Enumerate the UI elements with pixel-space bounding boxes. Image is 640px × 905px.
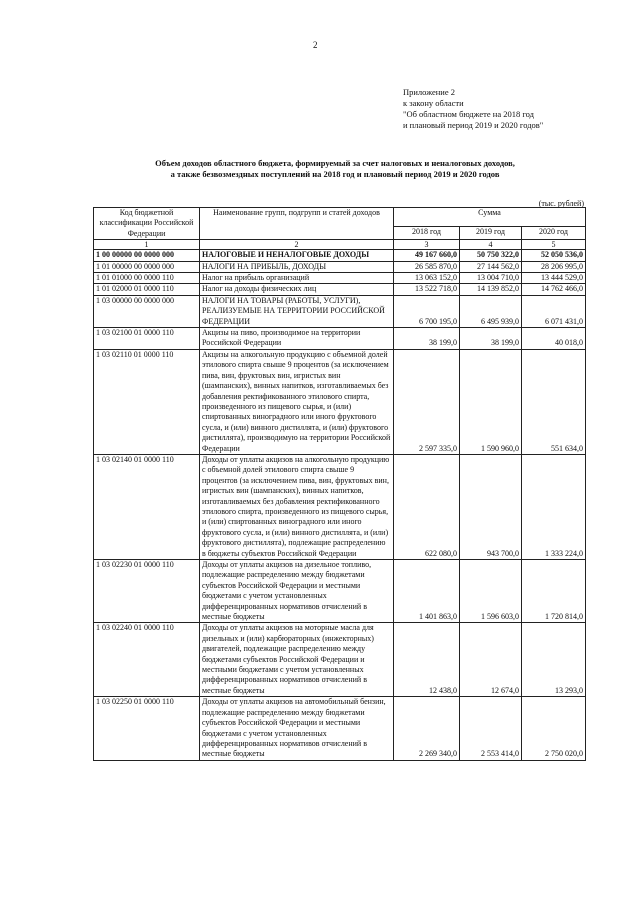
- header-2018: 2018 год: [394, 227, 460, 240]
- appendix-line: Приложение 2: [403, 87, 455, 97]
- value-2018-cell: 13 063 152,0: [394, 273, 460, 284]
- table-row: [94, 697, 586, 760]
- header-name: Наименование групп, подгрупп и статей доходов: [200, 208, 394, 240]
- value-2018-cell: 13 522 718,0: [394, 284, 460, 295]
- value-2018-cell: 2 269 340,0: [394, 697, 460, 760]
- column-number: 1: [94, 240, 200, 250]
- column-number: 2: [200, 240, 394, 250]
- value-2019-cell: 14 139 852,0: [460, 284, 522, 295]
- code-cell: 1 01 00000 00 0000 000: [94, 261, 200, 272]
- value-2020-cell: 14 762 466,0: [522, 284, 586, 295]
- code-cell: 1 01 02000 01 0000 110: [94, 284, 200, 295]
- value-2019-cell: 12 674,0: [460, 623, 522, 697]
- units-label: (тыс. рублей): [538, 199, 584, 208]
- appendix-block: [403, 87, 543, 131]
- code-cell: 1 03 02240 01 0000 110: [94, 623, 200, 697]
- value-2019-cell: 50 750 322,0: [460, 250, 522, 261]
- value-2019-cell: 27 144 562,0: [460, 261, 522, 272]
- value-2018-cell: 1 401 863,0: [394, 560, 460, 623]
- appendix-line: "Об областном бюджете на 2018 год: [403, 109, 534, 119]
- document-title: [100, 158, 570, 180]
- code-cell: 1 00 00000 00 0000 000: [94, 250, 200, 261]
- table-row: [94, 454, 586, 559]
- value-2018-cell: 38 199,0: [394, 328, 460, 350]
- code-cell: 1 03 02250 01 0000 110: [94, 697, 200, 760]
- name-cell: Акцизы на пиво, производимое на территории Российской Федерации: [200, 328, 394, 350]
- name-cell: Доходы от уплаты акцизов на моторные масла для дизельных и (или) карбюраторных (инжекторных) двигателей, подлежащие распределению между бюджетами субъектов Российской Федерации и местными бюджетами с учетом установленных дифференцированных нормативов отчислений в местные бюджеты: [200, 623, 394, 697]
- value-2018-cell: 2 597 335,0: [394, 349, 460, 454]
- code-cell: 1 03 00000 00 0000 000: [94, 295, 200, 327]
- title-line: Объем доходов областного бюджета, формируемый за счет налоговых и неналоговых доходов,: [155, 158, 515, 168]
- code-cell: 1 03 02140 01 0000 110: [94, 454, 200, 559]
- name-cell: Акцизы на алкогольную продукцию с объемной долей этилового спирта свыше 9 процентов (за исключением пива, вин, фруктовых вин, игристых вин (шампанских), винных напитков, изготавливаемых без добавления ректификованного этилового спирта, произведенного из пищевого сырья, и (или) спиртованных виноградного или иного фруктового сусла, и (или) винного дистиллята, и (или) фруктового дистиллята), производимую на территории Российской Федерации: [200, 349, 394, 454]
- value-2020-cell: 28 206 995,0: [522, 261, 586, 272]
- header-code: Код бюджетной классификации Российской Федерации: [94, 208, 200, 240]
- table-row: [94, 349, 586, 454]
- value-2019-cell: 38 199,0: [460, 328, 522, 350]
- table-row: [94, 328, 586, 350]
- table-row: [94, 560, 586, 623]
- page-number: 2: [313, 40, 318, 50]
- revenue-table: [93, 207, 586, 761]
- appendix-line: и плановый период 2019 и 2020 годов": [403, 120, 544, 130]
- appendix-line: к закону области: [403, 98, 464, 108]
- value-2018-cell: 622 080,0: [394, 454, 460, 559]
- value-2019-cell: 1 596 603,0: [460, 560, 522, 623]
- table-row: [94, 261, 586, 272]
- table-row: [94, 295, 586, 327]
- value-2019-cell: 13 004 710,0: [460, 273, 522, 284]
- value-2020-cell: 2 750 020,0: [522, 697, 586, 760]
- name-cell: Налог на прибыль организаций: [200, 273, 394, 284]
- table-row: [94, 250, 586, 261]
- code-cell: 1 03 02100 01 0000 110: [94, 328, 200, 350]
- header-2020: 2020 год: [522, 227, 586, 240]
- code-cell: 1 03 02110 01 0000 110: [94, 349, 200, 454]
- column-number: 5: [522, 240, 586, 250]
- table-row: [94, 284, 586, 295]
- name-cell: Доходы от уплаты акцизов на автомобильный бензин, подлежащие распределению между бюджетами субъектов Российской Федерации и местными бюджетами с учетом установленных дифференцированных нормативов отчислений в местные бюджеты: [200, 697, 394, 760]
- value-2020-cell: 13 293,0: [522, 623, 586, 697]
- value-2020-cell: 6 071 431,0: [522, 295, 586, 327]
- value-2018-cell: 12 438,0: [394, 623, 460, 697]
- name-cell: НАЛОГИ НА ПРИБЫЛЬ, ДОХОДЫ: [200, 261, 394, 272]
- value-2019-cell: 2 553 414,0: [460, 697, 522, 760]
- name-cell: НАЛОГОВЫЕ И НЕНАЛОГОВЫЕ ДОХОДЫ: [200, 250, 394, 261]
- name-cell: Налог на доходы физических лиц: [200, 284, 394, 295]
- value-2019-cell: 1 590 960,0: [460, 349, 522, 454]
- table-row: [94, 623, 586, 697]
- value-2020-cell: 40 018,0: [522, 328, 586, 350]
- name-cell: Доходы от уплаты акцизов на дизельное топливо, подлежащие распределению между бюджетами субъектов Российской Федерации и местными бюджетами с учетом установленных дифференцированных нормативов отчислений в местные бюджеты: [200, 560, 394, 623]
- value-2018-cell: 6 700 195,0: [394, 295, 460, 327]
- value-2020-cell: 551 634,0: [522, 349, 586, 454]
- value-2020-cell: 52 050 536,0: [522, 250, 586, 261]
- name-cell: Доходы от уплаты акцизов на алкогольную продукцию с объемной долей этилового спирта свыше 9 процентов (за исключением пива, вин, фруктовых вин, игристых вин (шампанских), винных напитков, изготавливаемых без добавления ректификованного этилового спирта, произведенного из пищевого сырья, и (или) спиртованных виноградного или иного фруктового сусла, и (или) винного дистиллята, и (или) фруктового дистиллята), подлежащие распределению в бюджеты субъектов Российской Федерации: [200, 454, 394, 559]
- value-2019-cell: 943 700,0: [460, 454, 522, 559]
- code-cell: 1 03 02230 01 0000 110: [94, 560, 200, 623]
- value-2018-cell: 49 167 660,0: [394, 250, 460, 261]
- name-cell: НАЛОГИ НА ТОВАРЫ (РАБОТЫ, УСЛУГИ), РЕАЛИЗУЕМЫЕ НА ТЕРРИТОРИИ РОССИЙСКОЙ ФЕДЕРАЦИИ: [200, 295, 394, 327]
- title-line: а также безвозмездных поступлений на 2018 год и плановый период 2019 и 2020 годов: [170, 169, 500, 179]
- header-sum: Сумма: [394, 208, 586, 227]
- value-2019-cell: 6 495 939,0: [460, 295, 522, 327]
- value-2020-cell: 13 444 529,0: [522, 273, 586, 284]
- code-cell: 1 01 01000 00 0000 110: [94, 273, 200, 284]
- table-row: [94, 273, 586, 284]
- value-2018-cell: 26 585 870,0: [394, 261, 460, 272]
- value-2020-cell: 1 720 814,0: [522, 560, 586, 623]
- value-2020-cell: 1 333 224,0: [522, 454, 586, 559]
- header-2019: 2019 год: [460, 227, 522, 240]
- column-number: 4: [460, 240, 522, 250]
- column-number: 3: [394, 240, 460, 250]
